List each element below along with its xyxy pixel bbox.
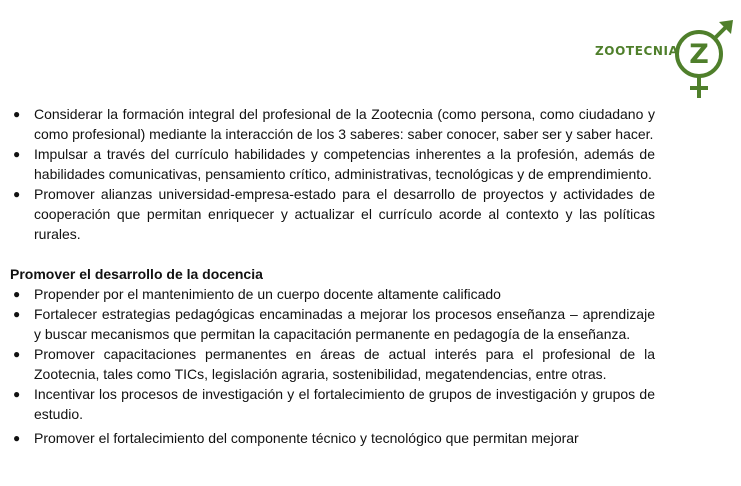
list-item-text: Promover el fortalecimiento del componente técnico y tecnológico que permitan mejorar	[34, 430, 579, 446]
section-heading: Promover el desarrollo de la docencia	[10, 266, 263, 282]
zootecnia-logo	[595, 18, 735, 102]
document-body	[10, 104, 655, 448]
list-item-text: Promover capacitaciones permanentes en áreas de actual interés para el profesional de la Zootecnia, tales como TICs, legislación agraria, sostenibilidad, megatendencias, entre otras.	[34, 346, 655, 382]
bullet-icon: ●	[13, 287, 21, 301]
list-item-text: Propender por el mantenimiento de un cuerpo docente altamente calificado	[34, 286, 501, 302]
list-item	[10, 104, 655, 144]
list-item-text: Promover alianzas universidad-empresa-estado para el desarrollo de proyectos y actividades de cooperación que permitan enriquecer y actualizar el currículo acorde al contexto y las políticas rurales.	[34, 186, 655, 242]
logo-text: ZOOTECNIA	[595, 44, 679, 58]
list-item	[10, 184, 655, 244]
bullet-icon: ●	[13, 187, 21, 201]
list-item-text: Incentivar los procesos de investigación y el fortalecimiento de grupos de investigación y grupos de estudio.	[34, 386, 655, 422]
list-item	[10, 284, 655, 304]
bullet-icon: ●	[13, 147, 21, 161]
list-item-text: Fortalecer estrategias pedagógicas encaminadas a mejorar los procesos enseñanza – aprendizaje y buscar mecanismos que permitan la capacitación permanente en pedagogía de la enseñanza.	[34, 306, 655, 342]
list-item	[10, 144, 655, 184]
list-item	[10, 304, 655, 344]
venus-mars-z-icon	[673, 18, 735, 102]
list-item-text: Considerar la formación integral del profesional de la Zootecnia (como persona, como ciudadano y como profesional) mediante la interacción de los 3 saberes: saber conocer, saber ser y saber hacer.	[34, 106, 655, 142]
list-item	[10, 344, 655, 384]
bullet-icon: ●	[13, 347, 21, 361]
bullet-icon: ●	[13, 107, 21, 121]
bullet-icon: ●	[13, 431, 21, 445]
teaching-list	[10, 284, 655, 448]
logo-z-letter: Z	[689, 39, 709, 70]
list-item	[10, 384, 655, 424]
objectives-list	[10, 104, 655, 244]
bullet-icon: ●	[13, 387, 21, 401]
list-item	[10, 428, 655, 448]
bullet-icon: ●	[13, 307, 21, 321]
list-item-text: Impulsar a través del currículo habilidades y competencias inherentes a la profesión, además de habilidades comunicativas, pensamiento crítico, administrativas, tecnológicas y de emprendimiento.	[34, 146, 655, 182]
